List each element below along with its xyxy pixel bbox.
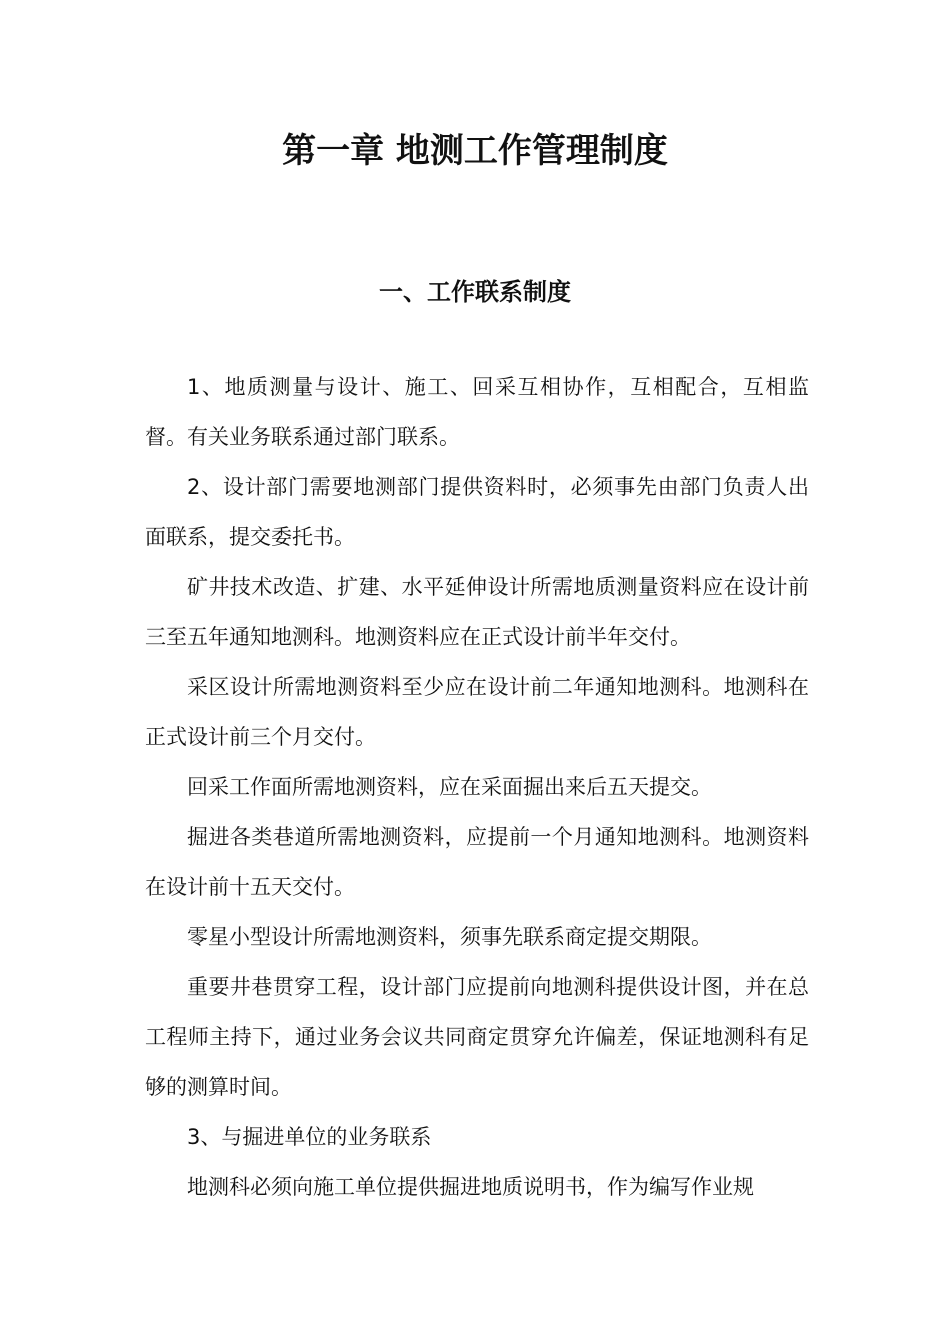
paragraph: 采区设计所需地测资料至少应在设计前二年通知地测科。地测科在正式设计前三个月交付。 (145, 675, 809, 749)
paragraph: 掘进各类巷道所需地测资料，应提前一个月通知地测科。地测资料在设计前十五天交付。 (145, 825, 809, 899)
paragraph: 1、地质测量与设计、施工、回采互相协作，互相配合，互相监督。有关业务联系通过部门联系。 (145, 375, 809, 449)
paragraph: 零星小型设计所需地测资料，须事先联系商定提交期限。 (187, 925, 712, 949)
paragraph: 地测科必须向施工单位提供掘进地质说明书，作为编写作业规 (187, 1175, 754, 1199)
body-text (145, 362, 809, 1212)
paragraph: 回采工作面所需地测资料，应在采面掘出来后五天提交。 (187, 775, 712, 799)
section-title: 一、工作联系制度 (379, 278, 571, 306)
paragraph: 矿井技术改造、扩建、水平延伸设计所需地质测量资料应在设计前三至五年通知地测科。地测资料应在正式设计前半年交付。 (145, 575, 809, 649)
chapter-title: 第一章 地测工作管理制度 (282, 131, 668, 171)
paragraph: 2、设计部门需要地测部门提供资料时，必须事先由部门负责人出面联系，提交委托书。 (145, 475, 809, 549)
paragraph: 3、与掘进单位的业务联系 (187, 1125, 432, 1149)
paragraph: 重要井巷贯穿工程，设计部门应提前向地测科提供设计图，并在总工程师主持下，通过业务会议共同商定贯穿允许偏差，保证地测科有足够的测算时间。 (145, 975, 809, 1099)
